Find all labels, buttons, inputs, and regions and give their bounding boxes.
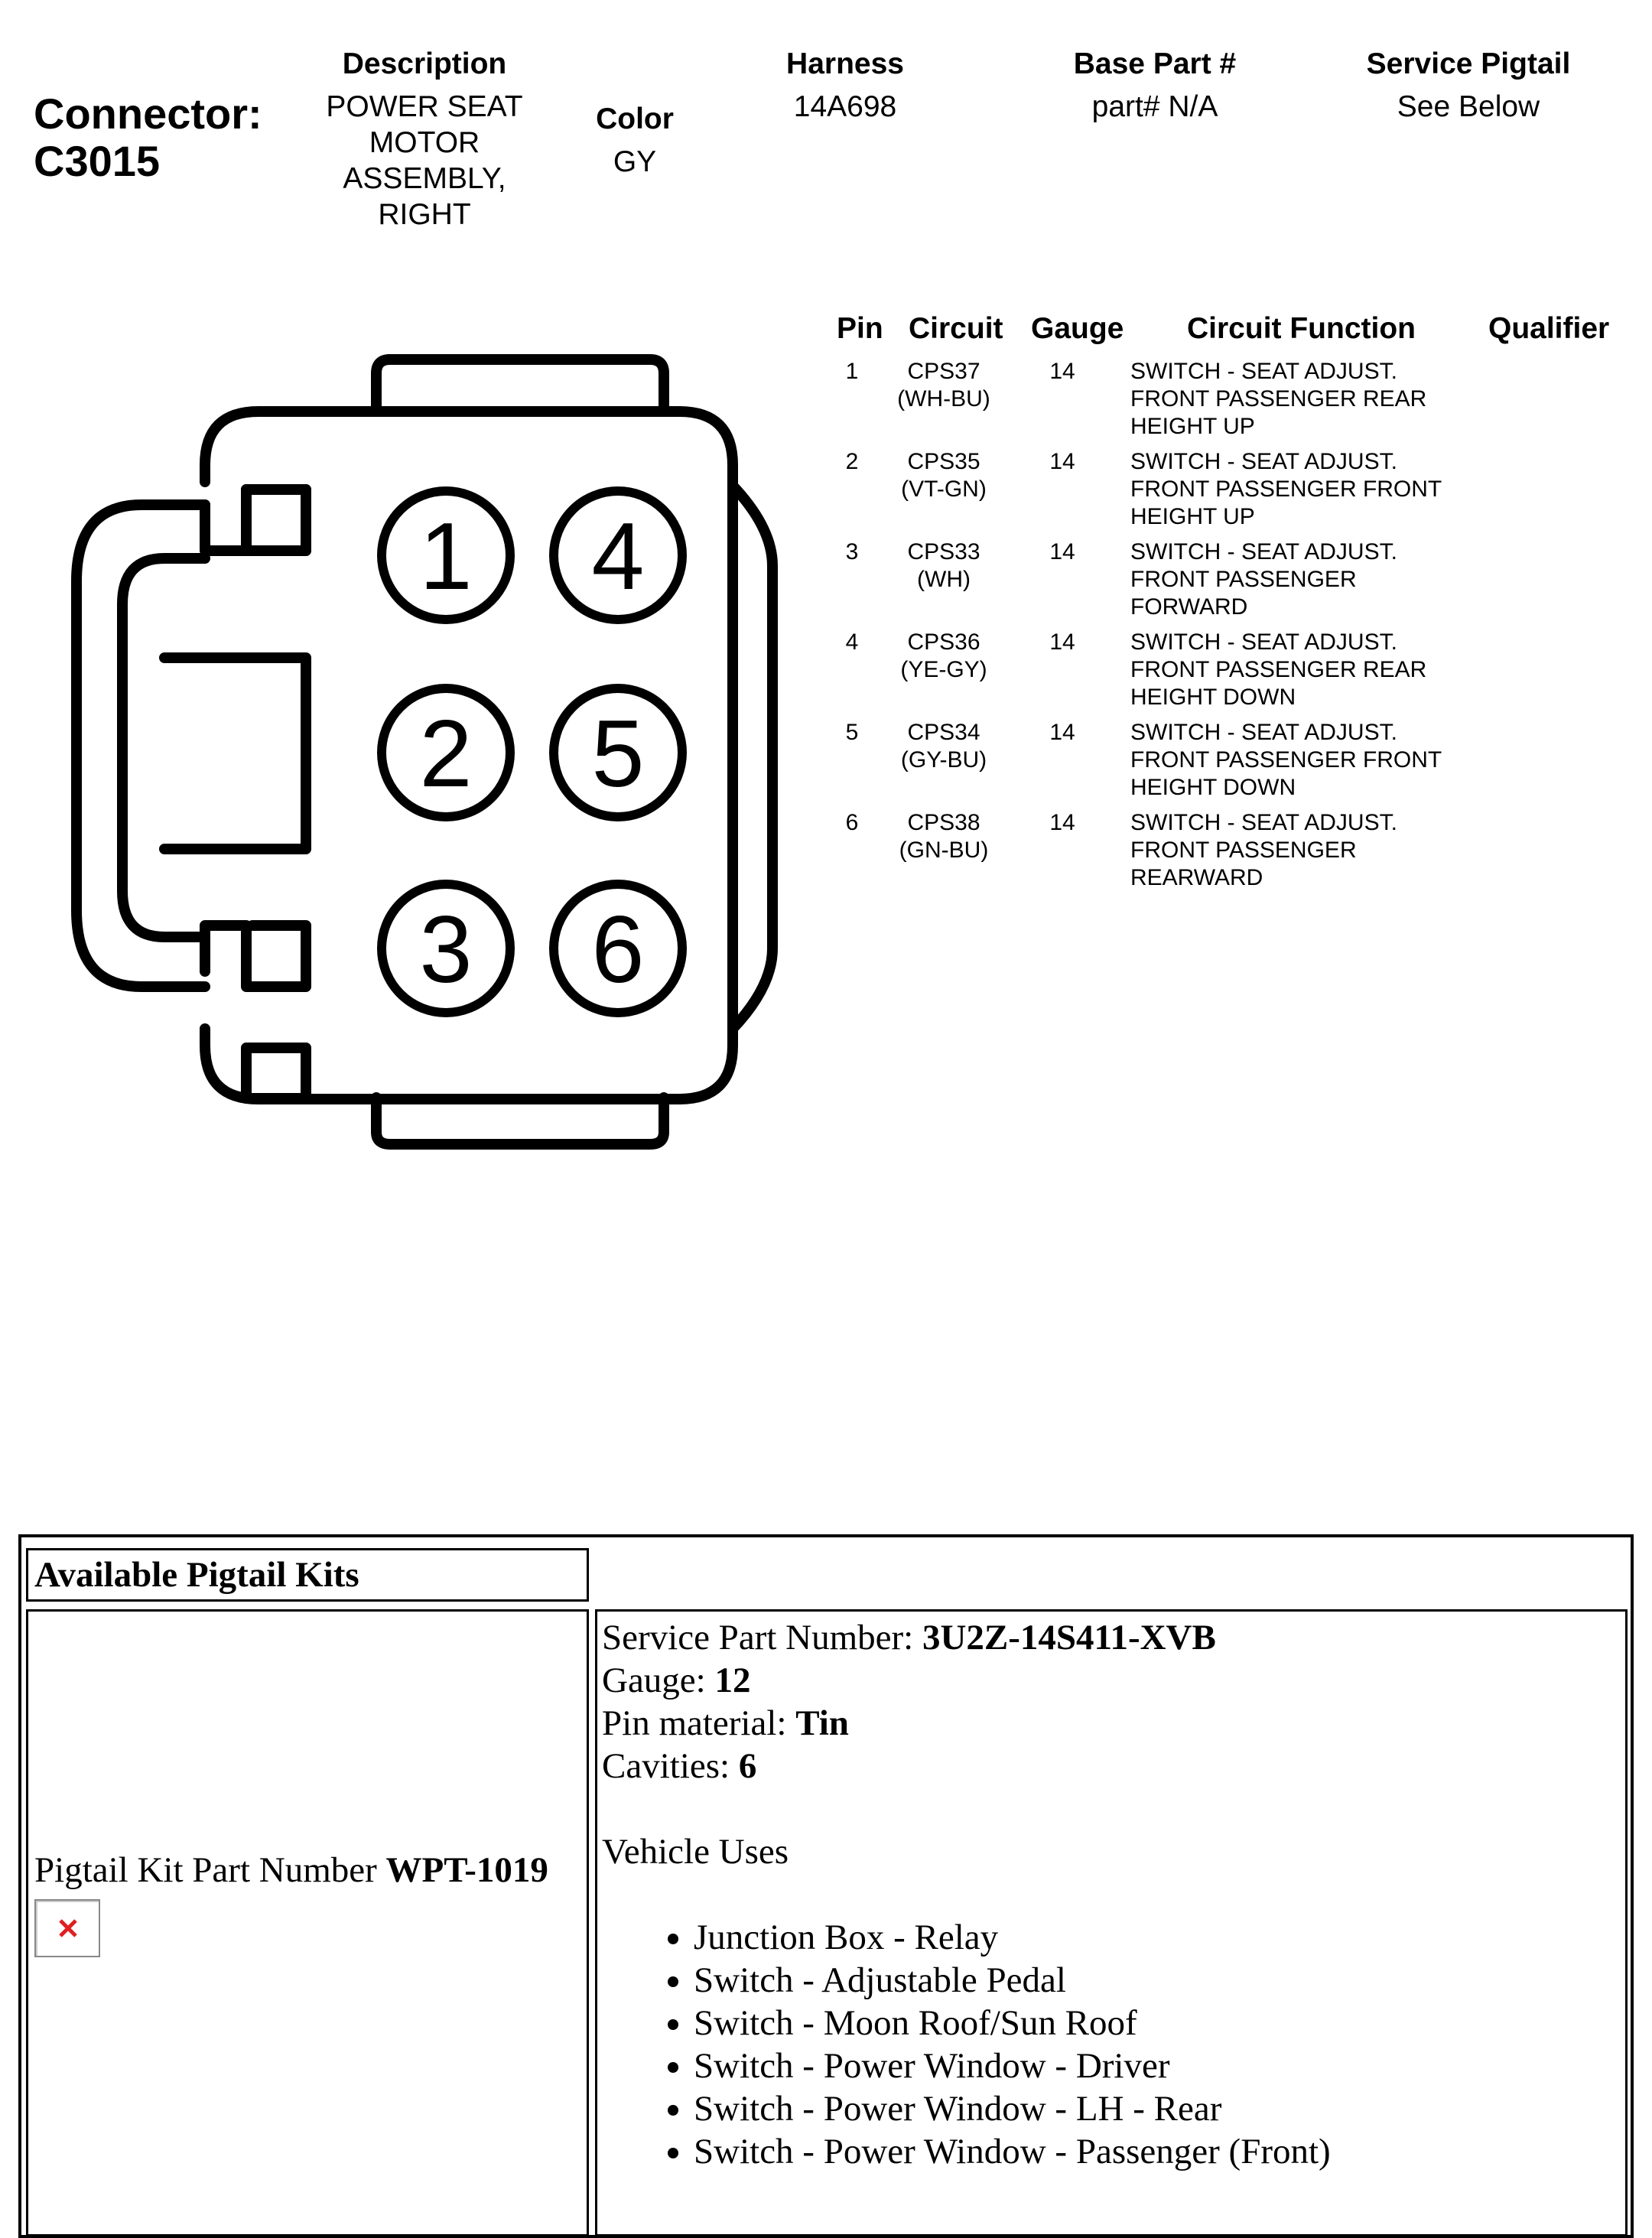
- base-part-value: part# N/A: [1091, 90, 1218, 123]
- harness-value: 14A698: [793, 90, 897, 123]
- list-item: • Switch - Power Window - Passenger (Front): [694, 2130, 1331, 2173]
- pigtail-section-title: Available Pigtail Kits: [34, 1555, 359, 1595]
- cavities-value: 6: [738, 1746, 757, 1786]
- connector-title: [34, 90, 262, 185]
- gauge-line: Gauge: 12: [602, 1661, 751, 1700]
- pigtail-kit-label: Pigtail Kit Part Number: [34, 1850, 386, 1890]
- harness-label: Harness: [786, 47, 904, 80]
- list-item: • Switch - Moon Roof/Sun Roof: [694, 2002, 1331, 2044]
- list-item: • Junction Box - Relay: [694, 1916, 1331, 1959]
- connector-label: Connector:: [34, 89, 262, 138]
- gauge-value: 12: [714, 1661, 751, 1700]
- bottom-notch: [246, 1048, 306, 1098]
- pigtail-section-header-cell: [26, 1548, 589, 1602]
- list-item: • Switch - Adjustable Pedal: [694, 1959, 1331, 2002]
- color-label: Color: [596, 102, 674, 135]
- pin-number-3: 3: [419, 897, 473, 1003]
- pigtail-kit-cell: [26, 1609, 589, 2236]
- description-block: [298, 47, 551, 233]
- description-label: Description: [342, 47, 507, 80]
- lock-window: [164, 658, 306, 849]
- list-item: • Switch - Power Window - Driver: [694, 2044, 1331, 2087]
- pigtail-kit-line: [34, 1849, 548, 1892]
- top-latch: [376, 359, 664, 411]
- top-notch: [246, 490, 306, 551]
- col-header-gauge: Gauge: [1031, 312, 1124, 345]
- broken-image-icon: [34, 1899, 100, 1957]
- pigtail-kit-number: WPT-1019: [385, 1850, 548, 1890]
- pin-number-2: 2: [419, 701, 473, 807]
- lock-arm-inner: [122, 558, 205, 937]
- pin-number-1: 1: [419, 504, 473, 610]
- col-header-qualifier: Qualifier: [1488, 312, 1610, 345]
- col-header-function: Circuit Function: [1187, 312, 1416, 345]
- vehicle-uses-label: Vehicle Uses: [602, 1832, 789, 1872]
- pin-number-4: 4: [591, 504, 645, 610]
- service-part-value: 3U2Z-14S411-XVB: [922, 1618, 1216, 1657]
- color-value: GY: [613, 145, 657, 178]
- lock-arm-outer: [76, 505, 205, 987]
- service-part-line: Service Part Number: 3U2Z-14S411-XVB: [602, 1618, 1216, 1657]
- pin-material-line: Pin material: Tin: [602, 1703, 849, 1743]
- base-part-label: Base Part #: [1073, 47, 1237, 80]
- cavities-line: Cavities: 6: [602, 1746, 757, 1786]
- bottom-latch: [376, 1098, 664, 1144]
- list-item: • Switch - Power Window - LH - Rear: [694, 2087, 1331, 2130]
- connector-diagram: [0, 321, 811, 1178]
- pigtail-details: [602, 1616, 1331, 2173]
- pigtail-details-cell: [595, 1609, 1628, 2236]
- right-rib: [733, 486, 772, 1029]
- col-header-pin: Pin: [837, 312, 883, 345]
- pin-number-6: 6: [591, 897, 645, 1003]
- description-value: POWER SEAT MOTOR ASSEMBLY, RIGHT: [326, 90, 523, 231]
- pin-table: Pin Circuit Gauge Circuit Function Qualifier 1 CPS37 (WH-BU) 14 SWITCH - SEAT ADJUST. FRONT PASSENGER REAR HEIGHT UP 2 CPS35 (VT-GN) 14 SWITCH - SEAT ADJUST. FRONT PASSENGER FRONT HEIGHT UP 3 CPS33 (WH) 14 SWITCH - SEAT ADJUST. FRONT PASSENGER FORWARD 4 CPS36 (YE-GY) 14 SWITCH - SEAT ADJUST. FRONT PASSENGER REAR HEIGHT DOWN 5 CPS34 (GY-BU) 14 SWITCH - SEAT ADJUST. FRONT PASSENGER FRONT HEIGHT DOWN 6 CPS38 (GN-BU) 14 SWITCH - SEAT ADJUST. FRONT PASSENGER REARWARD: [837, 312, 1610, 890]
- col-header-circuit: Circuit: [909, 312, 1003, 345]
- service-pigtail-value: See Below: [1397, 90, 1540, 123]
- color-block: [566, 102, 704, 180]
- vehicle-uses-list: [602, 1916, 1331, 2173]
- service-pigtail-label: Service Pigtail: [1366, 47, 1571, 80]
- connector-id: C3015: [34, 137, 161, 185]
- pin-number-5: 5: [591, 701, 645, 807]
- pin-material-value: Tin: [795, 1703, 849, 1743]
